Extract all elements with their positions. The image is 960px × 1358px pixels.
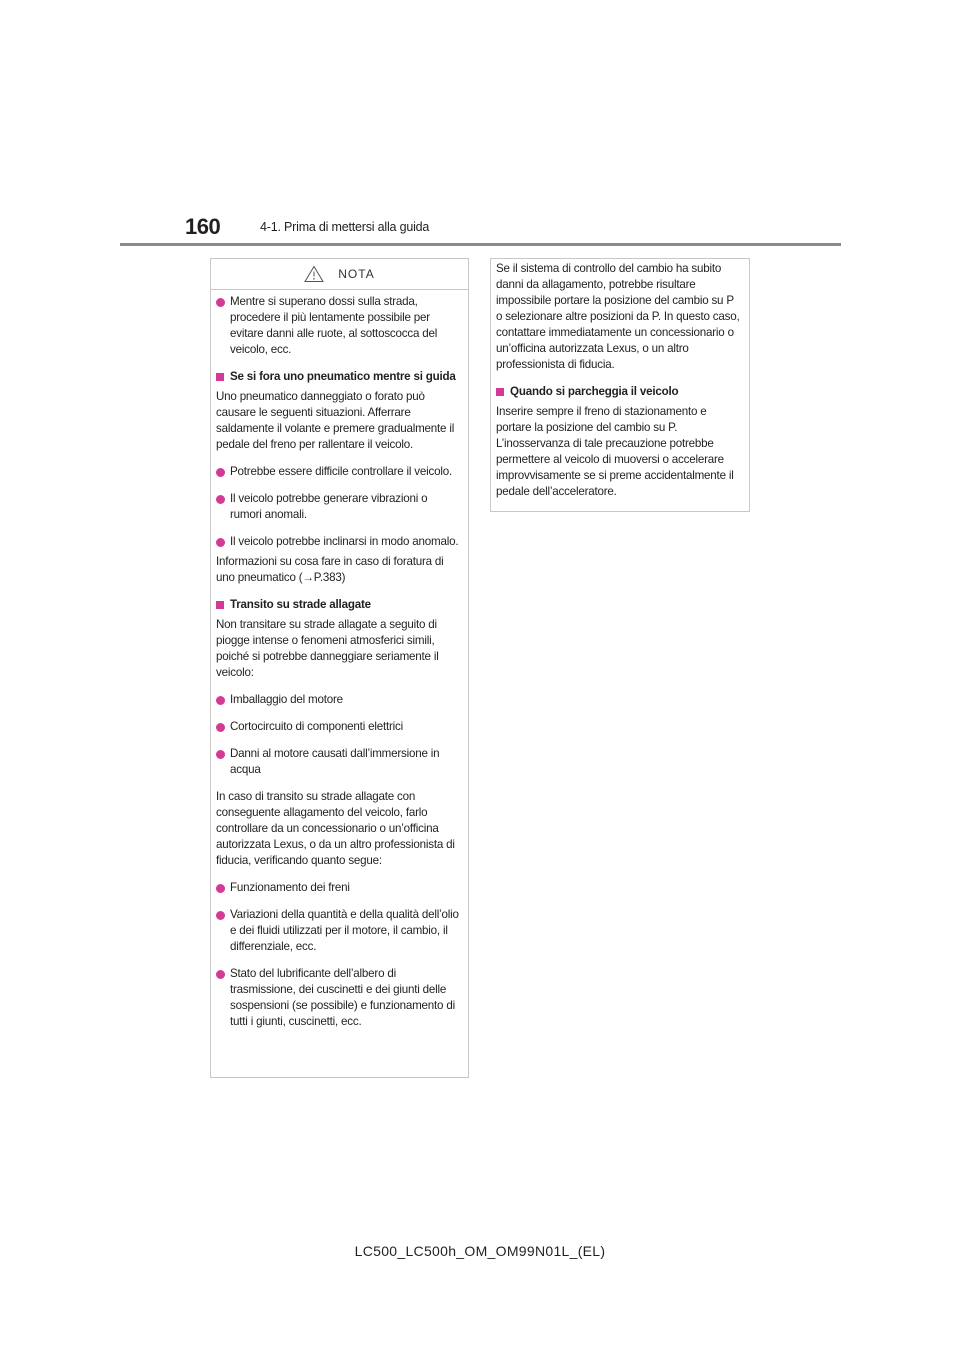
section-title: 4-1. Prima di mettersi alla guida: [260, 220, 430, 234]
list-item: Danni al motore causati dall’immersione in acqua: [216, 746, 460, 778]
paragraph-reference: Informazioni su cosa fare in caso di foratura di uno pneumatico (→P.383): [216, 555, 444, 584]
subheading: Transito su strade allagate: [216, 597, 460, 613]
subheading: Quando si parcheggia il veicolo: [496, 384, 741, 400]
list-item: Cortocircuito di componenti elettrici: [216, 719, 460, 735]
list-item: Potrebbe essere difficile controllare il veicolo.: [216, 464, 460, 480]
paragraph: Uno pneumatico danneggiato o forato può causare le seguenti situazioni. Afferrare saldamente il volante e premere gradualmente il pedale del freno per rallentare il veicolo.: [216, 390, 455, 451]
notice-box-left: [210, 258, 469, 1078]
list-item: Mentre si superano dossi sulla strada, procedere il più lentamente possibile per evitare danni alle ruote, al sottoscocca del veicolo, ecc.: [216, 294, 460, 358]
subheading: Se si fora uno pneumatico mentre si guida: [216, 369, 460, 385]
notice-label: NOTA: [338, 267, 375, 281]
header-rule: [120, 243, 841, 246]
notice-right-content: [491, 259, 749, 500]
notice-header: [211, 259, 468, 290]
notice-left-content: [211, 290, 468, 1030]
list-item: Variazioni della quantità e della qualità dell’olio e dei fluidi utilizzati per il motore, il cambio, il differenziale, ecc.: [216, 907, 460, 955]
list-item: Il veicolo potrebbe generare vibrazioni o rumori anomali.: [216, 491, 460, 523]
list-item: Funzionamento dei freni: [216, 880, 460, 896]
paragraph: Non transitare su strade allagate a seguito di piogge intense o fenomeni atmosferici simili, poiché si potrebbe danneggiare seriamente il veicolo:: [216, 618, 439, 679]
page-number: 160: [185, 214, 221, 239]
list-item: Imballaggio del motore: [216, 692, 460, 708]
paragraph: Inserire sempre il freno di stazionamento e portare la posizione del cambio su P. L’inosservanza di tale precauzione potrebbe permettere al veicolo di muoversi o accelerare improvvisamente se si preme accidentalmente il pedale dell’acceleratore.: [496, 405, 734, 498]
notice-box-right: [490, 258, 750, 512]
document-code: LC500_LC500h_OM_OM99N01L_(EL): [354, 1243, 606, 1259]
warning-triangle-icon: [304, 265, 324, 283]
paragraph: In caso di transito su strade allagate con conseguente allagamento del veicolo, farlo controllare da un concessionario o un’officina autorizzata Lexus, o da un altro professionista di fiducia, verificando quanto segue:: [216, 790, 455, 867]
list-item: Stato del lubrificante dell’albero di trasmissione, dei cuscinetti e dei giunti delle sospensioni (se possibile) e funzionamento di tutti i giunti, cuscinetti, ecc.: [216, 966, 460, 1030]
paragraph: Se il sistema di controllo del cambio ha subito danni da allagamento, potrebbe risultare impossibile portare la posizione del cambio su P o selezionare altre posizioni da P. In questo caso, contattare immediatamente un concessionario o un’officina autorizzata Lexus, o un altro professionista di fiducia.: [496, 262, 740, 371]
list-item: Il veicolo potrebbe inclinarsi in modo anomalo.: [216, 534, 460, 550]
